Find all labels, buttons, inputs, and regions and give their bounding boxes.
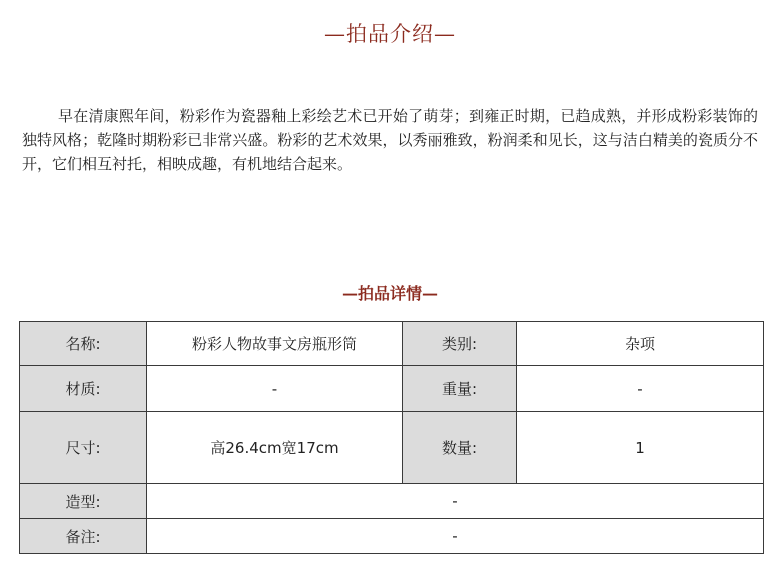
table-row-notes <box>20 519 764 554</box>
weight-value: - <box>517 366 764 412</box>
intro-paragraph: 早在清康熙年间，粉彩作为瓷器釉上彩绘艺术已开始了萌芽；到雍正时期，已趋成熟，并形成粉彩装饰的独特风格；乾隆时期粉彩已非常兴盛。粉彩的艺术效果，以秀丽雅致，粉润柔和见长，这与洁白精美的瓷质分不开，它们相互衬托，相映成趣，有机地结合起来。 <box>22 107 758 173</box>
shape-value: - <box>147 484 764 519</box>
quantity-label: 数量: <box>403 412 517 484</box>
size-label: 尺寸: <box>20 412 147 484</box>
material-label: 材质: <box>20 366 147 412</box>
details-section-title: —拍品详情— <box>341 284 438 303</box>
material-value: - <box>147 366 403 412</box>
shape-label: 造型: <box>20 484 147 519</box>
category-value: 杂项 <box>517 322 764 366</box>
notes-value: - <box>147 519 764 554</box>
weight-label: 重量: <box>403 366 517 412</box>
notes-label: 备注: <box>20 519 147 554</box>
name-value: 粉彩人物故事文房瓶形筒 <box>147 322 403 366</box>
name-label: 名称: <box>20 322 147 366</box>
quantity-value: 1 <box>517 412 764 484</box>
size-value: 高26.4cm宽17cm <box>147 412 403 484</box>
table-row-name <box>20 322 764 366</box>
details-table <box>19 321 764 554</box>
category-label: 类别: <box>403 322 517 366</box>
table-row-size <box>20 412 764 484</box>
table-row-shape <box>20 484 764 519</box>
intro-section-title: —拍品介绍— <box>324 22 456 46</box>
table-row-material <box>20 366 764 412</box>
